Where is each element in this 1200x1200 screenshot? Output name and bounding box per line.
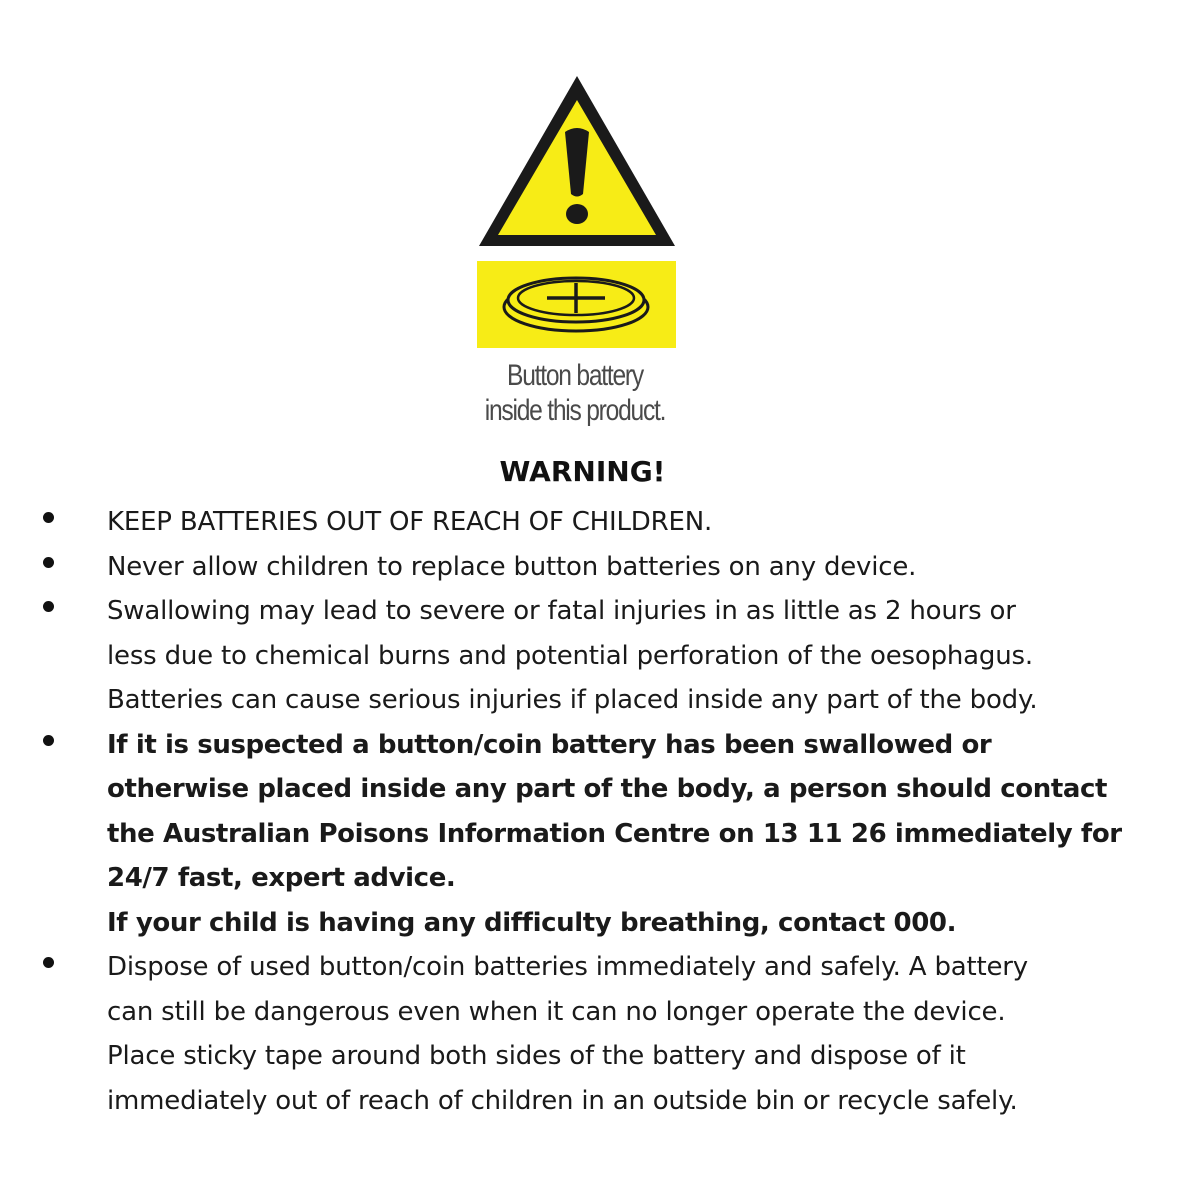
warning-line: Place sticky tape around both sides of the battery and dispose of it	[107, 1041, 966, 1071]
warning-heading: WARNING!	[499, 455, 666, 488]
button-battery-icon	[477, 261, 676, 348]
battery-caption	[456, 358, 694, 428]
warning-line: 24/7 fast, expert advice.	[107, 863, 456, 893]
caption-line: Button battery	[507, 359, 643, 392]
battery-warning-panel	[477, 261, 676, 348]
warning-item	[0, 589, 1197, 723]
warning-line: the Australian Poisons Information Centre on 13 11 26 immediately for	[107, 818, 1122, 849]
warning-item	[0, 723, 1197, 946]
bullet-icon	[43, 512, 54, 523]
bullet-icon	[43, 957, 54, 968]
warning-line: Dispose of used button/coin batteries immediately and safely. A battery	[107, 952, 1028, 982]
bullet-icon	[43, 601, 54, 612]
warning-line: If it is suspected a button/coin battery has been swallowed or	[107, 729, 992, 760]
warning-list	[0, 500, 1200, 1123]
caption-line: inside this product.	[484, 394, 666, 427]
warning-item	[0, 545, 1197, 590]
warning-triangle-icon	[474, 72, 680, 252]
warning-line: If your child is having any difficulty breathing, contact 000.	[107, 907, 957, 938]
warning-line: less due to chemical burns and potential perforation of the oesophagus.	[107, 640, 1033, 671]
warning-line: immediately out of reach of children in an outside bin or recycle safely.	[107, 1085, 1018, 1116]
warning-line: Swallowing may lead to severe or fatal injuries in as little as 2 hours or	[107, 596, 1016, 626]
warning-line: Never allow children to replace button batteries on any device.	[107, 551, 917, 582]
bullet-icon	[43, 557, 54, 568]
warning-item	[0, 945, 1197, 1123]
bullet-icon	[43, 735, 54, 746]
warning-line: Batteries can cause serious injuries if placed inside any part of the body.	[107, 685, 1038, 715]
warning-line: KEEP BATTERIES OUT OF REACH OF CHILDREN.	[107, 507, 713, 537]
warning-line: otherwise placed inside any part of the body, a person should contact	[107, 774, 1108, 804]
warning-line: can still be dangerous even when it can no longer operate the device.	[107, 996, 1006, 1027]
warning-item	[0, 500, 1197, 545]
